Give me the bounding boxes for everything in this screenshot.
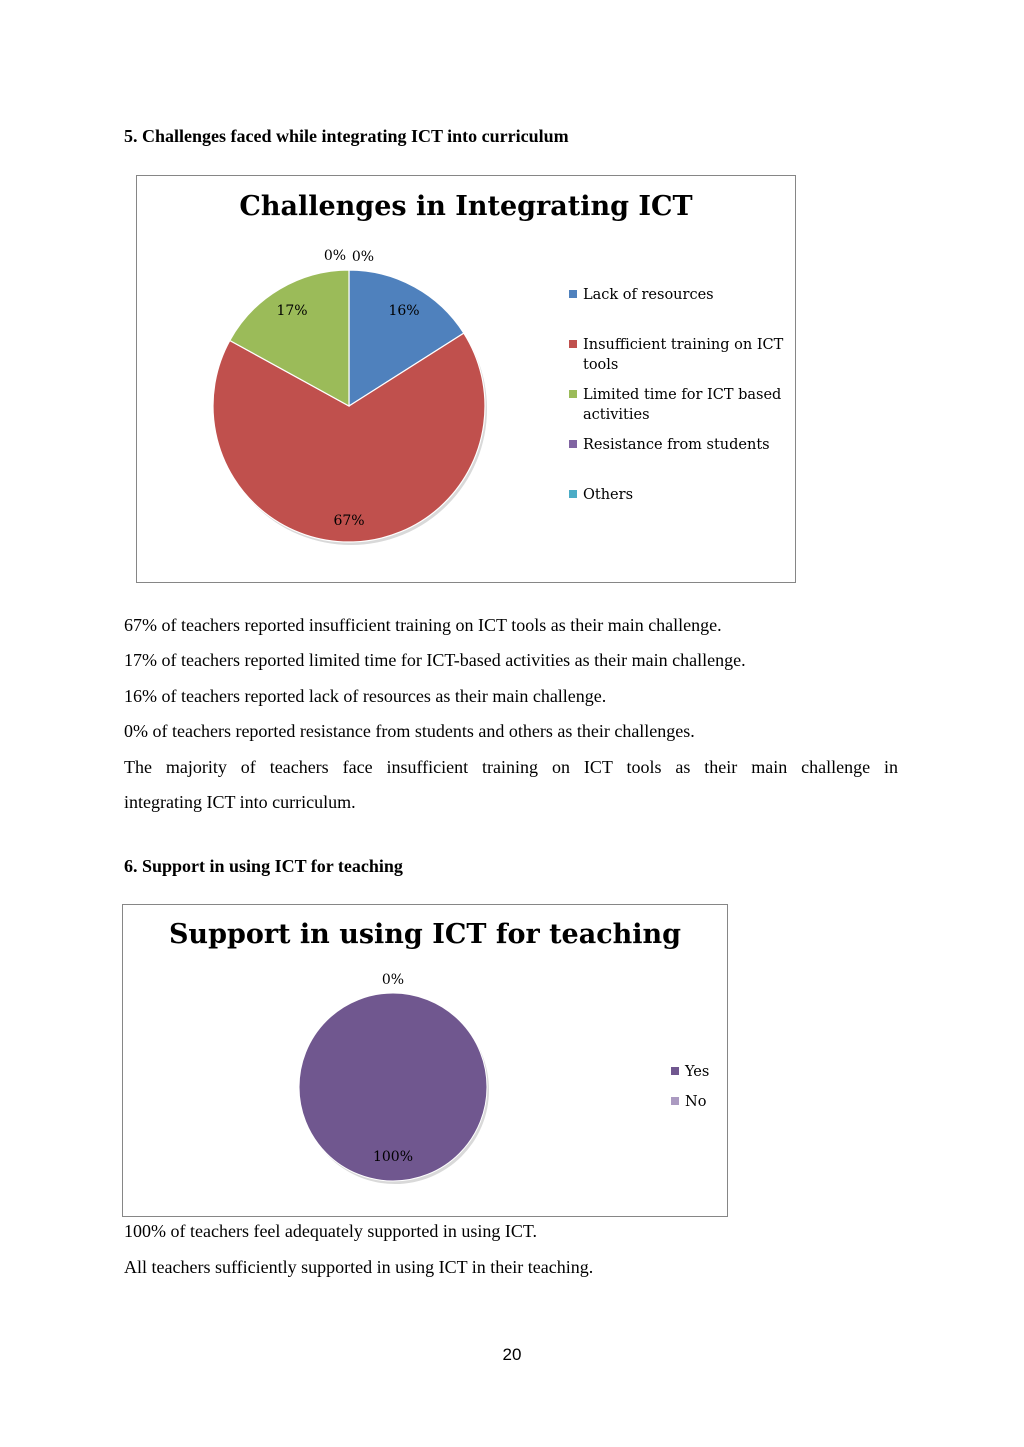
legend-swatch bbox=[671, 1097, 679, 1105]
chart-plot bbox=[123, 905, 727, 1216]
legend-item bbox=[671, 1062, 709, 1082]
conclusion-paragraph: integrating ICT into curriculum. bbox=[124, 792, 356, 812]
legend-label: Limited time for ICT based activities bbox=[583, 387, 782, 423]
data-label: 0% bbox=[323, 248, 347, 264]
chart-title: Challenges in Integrating ICT bbox=[239, 191, 693, 222]
finding-paragraph: 0% of teachers reported resistance from students and others as their challenges. bbox=[124, 721, 695, 741]
chart-title: Support in using ICT for teaching bbox=[168, 919, 682, 950]
legend-label: Others bbox=[583, 487, 634, 503]
support-pie-chart bbox=[122, 904, 728, 1217]
legend-item bbox=[569, 385, 793, 425]
legend-label: Insufficient training on ICT tools bbox=[583, 337, 784, 373]
legend-swatch bbox=[671, 1067, 679, 1075]
legend-label: Lack of resources bbox=[583, 287, 714, 303]
data-label: 16% bbox=[388, 303, 420, 319]
page-number: 20 bbox=[502, 1345, 522, 1364]
data-label: 17% bbox=[276, 303, 308, 319]
legend-swatch bbox=[569, 340, 577, 348]
legend-swatch bbox=[569, 490, 577, 498]
section-5-heading: 5. Challenges faced while integrating ICT into curriculum bbox=[124, 126, 569, 146]
legend-item bbox=[569, 485, 633, 505]
challenges-pie-chart bbox=[136, 175, 796, 583]
section-6-heading: 6. Support in using ICT for teaching bbox=[124, 856, 403, 876]
legend-label: Yes bbox=[685, 1064, 710, 1080]
finding-paragraph: 100% of teachers feel adequately supported in using ICT. bbox=[124, 1221, 538, 1241]
finding-paragraph: 16% of teachers reported lack of resources as their main challenge. bbox=[124, 686, 607, 706]
chart-plot bbox=[137, 176, 795, 582]
legend-label: No bbox=[685, 1094, 707, 1110]
finding-paragraph: 17% of teachers reported limited time for ICT-based activities as their main challenge. bbox=[124, 650, 746, 670]
conclusion-paragraph: The majority of teachers face insufficient training on ICT tools as their main challenge in bbox=[124, 757, 898, 777]
legend-item bbox=[569, 335, 793, 375]
data-label: 0% bbox=[351, 249, 375, 265]
legend-swatch bbox=[569, 440, 577, 448]
data-label: 0% bbox=[381, 972, 405, 988]
legend-swatch bbox=[569, 290, 577, 298]
finding-paragraph: 67% of teachers reported insufficient training on ICT tools as their main challenge. bbox=[124, 615, 722, 635]
legend-item bbox=[569, 435, 770, 455]
finding-paragraph: All teachers sufficiently supported in using ICT in their teaching. bbox=[124, 1257, 594, 1277]
legend-item bbox=[569, 285, 714, 305]
legend-swatch bbox=[569, 390, 577, 398]
legend-item bbox=[671, 1092, 706, 1112]
data-label: 67% bbox=[333, 513, 365, 529]
legend-label: Resistance from students bbox=[583, 437, 770, 453]
data-label: 100% bbox=[372, 1149, 414, 1165]
